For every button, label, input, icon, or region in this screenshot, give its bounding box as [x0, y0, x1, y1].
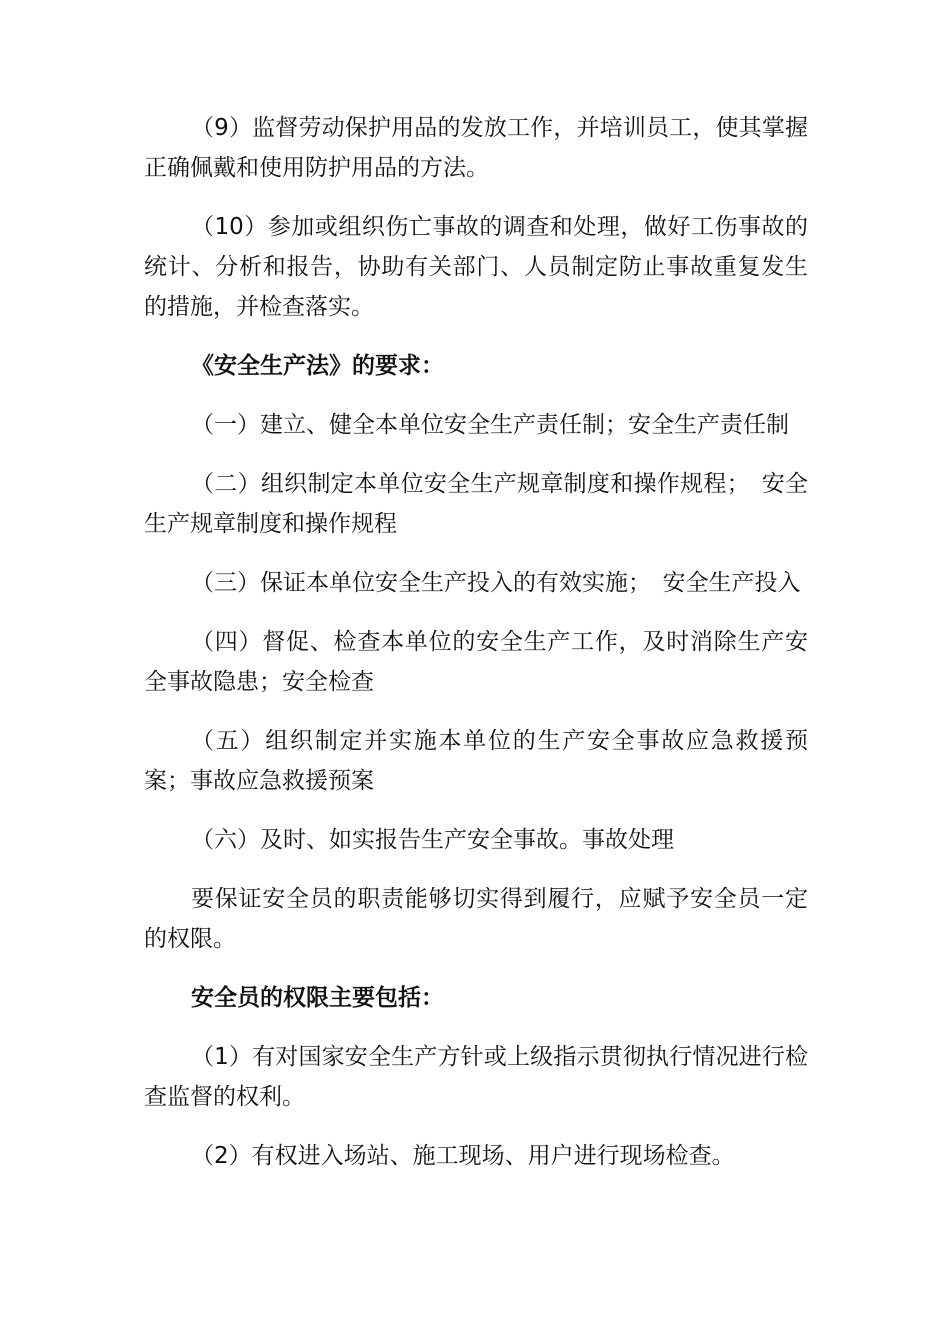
- paragraph-law-item-5: （五）组织制定并实施本单位的生产安全事故应急救援预案；事故应急救援预案: [144, 728, 808, 794]
- paragraph-law-item-2: （二）组织制定本单位安全生产规章制度和操作规程； 安全生产规章制度和操作规程: [144, 471, 808, 537]
- paragraph-law-item-1: （一）建立、健全本单位安全生产责任制；安全生产责任制: [191, 412, 789, 438]
- paragraph-authority-intro: 要保证安全员的职责能够切实得到履行，应赋予安全员一定的权限。: [144, 886, 808, 952]
- section-heading-authority: 安全员的权限主要包括：: [191, 985, 444, 1011]
- paragraph-law-item-6: （六）及时、如实报告生产安全事故。事故处理: [191, 827, 674, 853]
- paragraph-item-9-ppe: （9）监督劳动保护用品的发放工作，并培训员工，使其掌握正确佩戴和使用防护用品的方法。: [144, 115, 808, 181]
- section-heading-safety-law: 《安全生产法》的要求：: [191, 353, 444, 379]
- paragraph-authority-item-2: （2）有权进入场站、施工现场、用户进行现场检查。: [191, 1143, 735, 1169]
- paragraph-item-10-accident-investigation: （10）参加或组织伤亡事故的调查和处理，做好工伤事故的统计、分析和报告，协助有关部门、人员制定防止事故重复发生的措施，并检查落实。: [144, 214, 808, 320]
- paragraph-law-item-4: （四）督促、检查本单位的安全生产工作，及时消除生产安全事故隐患；安全检查: [144, 629, 808, 695]
- paragraph-authority-item-1: （1）有对国家安全生产方针或上级指示贯彻执行情况进行检查监督的权利。: [144, 1044, 808, 1110]
- paragraph-law-item-3: （三）保证本单位安全生产投入的有效实施； 安全生产投入: [191, 570, 801, 596]
- document-body: [144, 108, 808, 1195]
